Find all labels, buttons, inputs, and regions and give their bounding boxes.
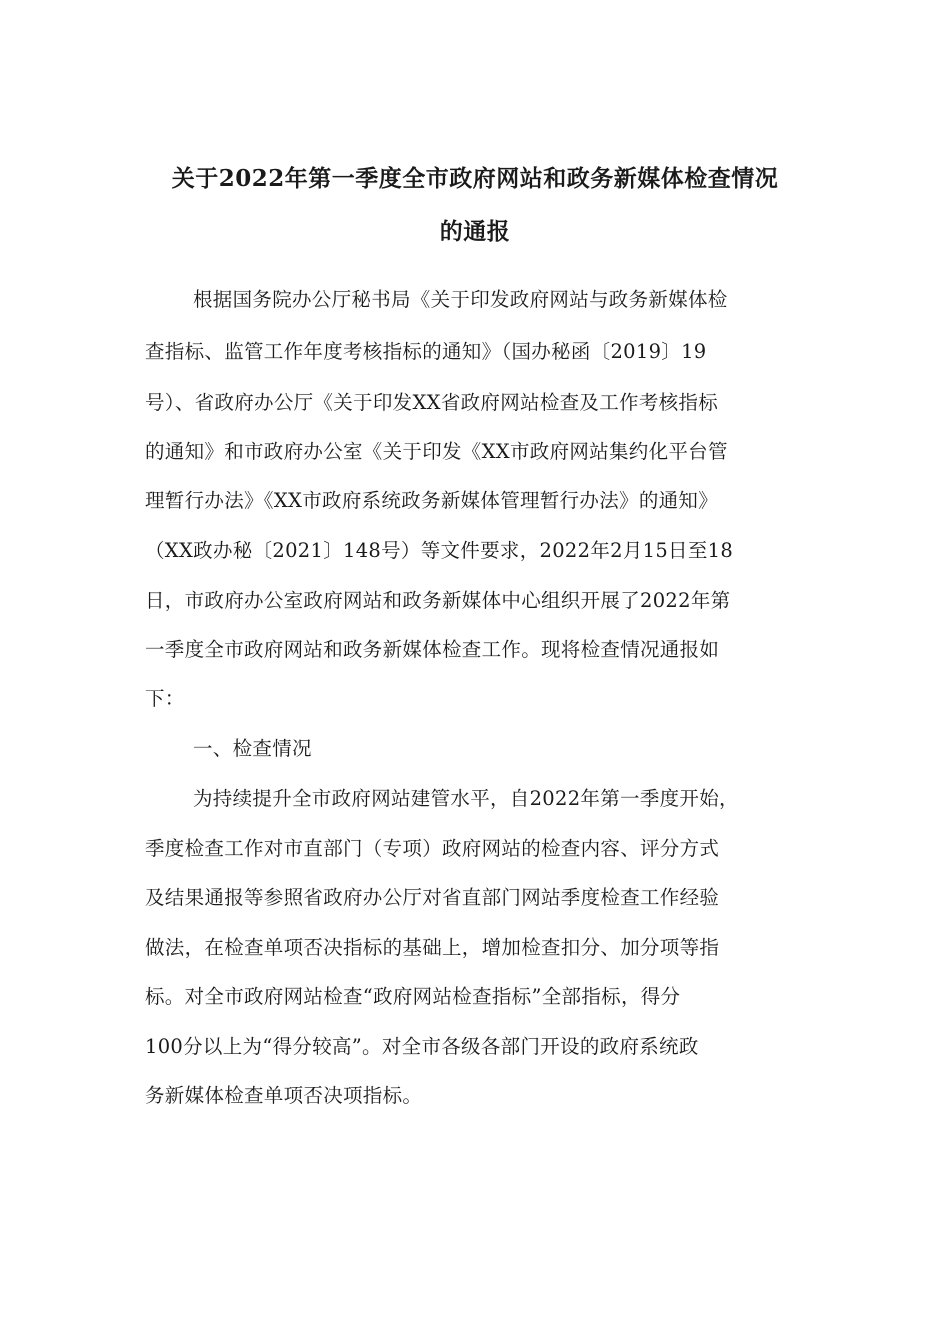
paragraph-line: 下： [145, 687, 185, 710]
paragraph-line: 为持续提升全市政府网站建管水平，自2022年第一季度开始， [193, 787, 739, 810]
paragraph-line: 根据国务院办公厅秘书局《关于印发政府网站与政务新媒体检 [193, 288, 728, 311]
paragraph-line: 季度检查工作对市直部门（专项）政府网站的检查内容、评分方式 [145, 837, 720, 860]
section-heading: 一、检查情况 [193, 737, 312, 760]
paragraph-line: 做法，在检查单项否决指标的基础上，增加检查扣分、加分项等指 [145, 936, 720, 959]
paragraph-line: 号）、省政府办公厅《关于印发XX省政府网站检查及工作考核指标 [145, 391, 719, 414]
paragraph-line: 的通知》和市政府办公室《关于印发《XX市政府网站集约化平台管 [145, 440, 728, 463]
paragraph-line: 理暂行办法》《XX市政府系统政务新媒体管理暂行办法》的通知》 [145, 489, 719, 512]
paragraph-line: 及结果通报等参照省政府办公厅对省直部门网站季度检查工作经验 [145, 886, 720, 909]
paragraph-line: （XX政办秘〔2021〕148号）等文件要求，2022年2月15日至18 [145, 539, 734, 562]
document-title-line-1: 关于2022年第一季度全市政府网站和政务新媒体检查情况 [171, 165, 779, 192]
document-title-line-2: 的通报 [439, 218, 511, 245]
paragraph-line: 标。对全市政府网站检查“政府网站检查指标”全部指标，得分 [145, 985, 681, 1008]
paragraph-line: 一季度全市政府网站和政务新媒体检查工作。现将检查情况通报如 [145, 638, 720, 661]
paragraph-line: 务新媒体检查单项否决项指标。 [145, 1084, 423, 1107]
paragraph-line: 查指标、监管工作年度考核指标的通知》（国办秘函〔2019〕19 [145, 340, 707, 363]
paragraph-line: 100分以上为“得分较高”。对全市各级各部门开设的政府系统政 [145, 1035, 699, 1058]
paragraph-line: 日，市政府办公室政府网站和政务新媒体中心组织开展了2022年第 [145, 589, 731, 612]
